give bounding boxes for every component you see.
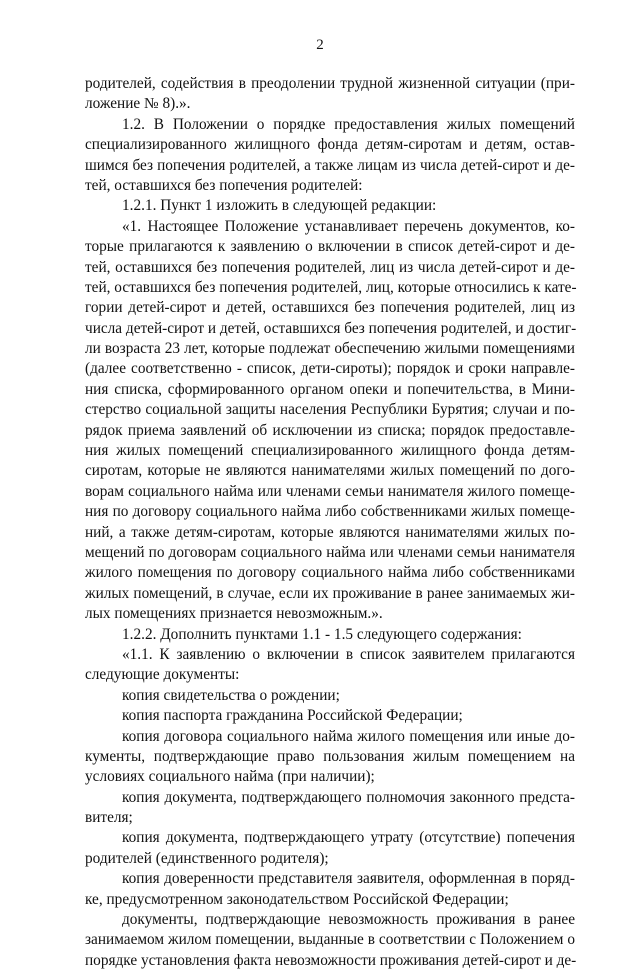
text-line: условиях социального найма (при наличии);: [85, 768, 375, 786]
document-body: [85, 74, 575, 971]
text-line: гории детей-сирот и детей, оставшихся без попечения родителей, лиц из: [85, 299, 575, 317]
text-line: документы, подтверждающие невозможность проживания в ранее: [122, 911, 575, 929]
text-line: ний, а также детям-сиротам, которые являются нанимателями жилых по-: [85, 523, 575, 541]
text-line: ли возраста 23 лет, которые подлежат обеспечению жилыми помещениями: [85, 340, 575, 358]
text-line: тей, оставшихся без попечения родителей, лиц из числа детей-сирот и де-: [85, 258, 575, 276]
text-line: занимаемом жилом помещении, выданные в соответствии с Положением о: [85, 931, 575, 949]
text-line: жилых помещений, в случае, если их проживание в ранее занимаемых жи-: [85, 584, 575, 602]
text-line: мещений по договорам социального найма или членами семьи нанимателя: [85, 543, 575, 561]
text-line: шимся без попечения родителей, а также лицам из числа детей-сирот и де-: [85, 156, 575, 174]
text-line: ложение № 8).».: [85, 95, 191, 113]
text-line: порядке установления факта невозможности проживания детей-сирот и де-: [85, 951, 577, 969]
text-line: копия документа, подтверждающего утрату (отсутствие) попечения: [122, 829, 575, 847]
text-line: сиротам, которые не являются нанимателями жилых помещений по дого-: [85, 462, 575, 480]
text-line: «1. Настоящее Положение устанавливает перечень документов, ко-: [122, 217, 575, 235]
page-number: 2: [316, 37, 324, 53]
text-line: ния списка, сформированного органом опеки и попечительства, в Мини-: [85, 380, 575, 398]
text-line: копия паспорта гражданина Российской Федерации;: [122, 707, 463, 725]
text-line: рядок приема заявлений об исключении из списка; порядок предоставле-: [85, 421, 575, 439]
text-line: жилого помещения по договору социального найма либо собственниками: [85, 564, 575, 582]
text-line: торые прилагаются к заявлению о включении в список детей-сирот и де-: [85, 238, 575, 256]
text-line: кументы, подтверждающие право пользования жилым помещением на: [85, 747, 575, 765]
text-line: родителей (единственного родителя);: [85, 849, 329, 867]
text-line: 1.2.1. Пункт 1 изложить в следующей редакции:: [122, 197, 437, 215]
text-line: копия договора социального найма жилого помещения или иные до-: [122, 727, 575, 745]
text-line: вителя;: [85, 809, 133, 827]
text-line: числа детей-сирот и детей, оставшихся без попечения родителей, и достиг-: [85, 319, 577, 337]
text-line: стерство социальной защиты населения Республики Бурятия; случаи и по-: [85, 401, 575, 419]
text-line: специализированного жилищного фонда детям-сиротам и детям, остав-: [85, 136, 575, 154]
text-line: тей, оставшихся без попечения родителей, лиц, которые относились к катe-: [85, 278, 577, 296]
text-line: 1.2.2. Дополнить пунктами 1.1 - 1.5 следующего содержания:: [122, 625, 522, 643]
text-line: «1.1. К заявлению о включении в список заявителем прилагаются: [122, 645, 575, 663]
text-line: копия доверенности представителя заявителя, оформленная в поряд-: [122, 870, 575, 888]
text-line: 1.2. В Положении о порядке предоставления жилых помещений: [122, 115, 575, 133]
text-line: ния жилых помещений специализированного жилищного фонда детям-: [85, 442, 575, 460]
text-line: копия свидетельства о рождении;: [122, 686, 340, 704]
text-line: ке, предусмотренном законодательством Российской Федерации;: [85, 890, 509, 908]
text-line: ния по договору социального найма либо собственниками жилых помеще-: [85, 503, 575, 521]
text-line: родителей, содействия в преодолении трудной жизненной ситуации (при-: [85, 75, 575, 92]
text-line: копия документа, подтверждающего полномочия законного предста-: [122, 788, 575, 806]
text-line: тей, оставшихся без попечения родителей:: [85, 176, 363, 194]
text-line: лых помещениях признается невозможным.».: [85, 605, 383, 623]
text-line: ворам социального найма или членами семьи нанимателя жилого помеще-: [85, 482, 575, 500]
text-line: следующие документы:: [85, 666, 240, 684]
text-line: (далее соответственно - список, дети-сироты); порядок и сроки направле-: [85, 360, 575, 378]
